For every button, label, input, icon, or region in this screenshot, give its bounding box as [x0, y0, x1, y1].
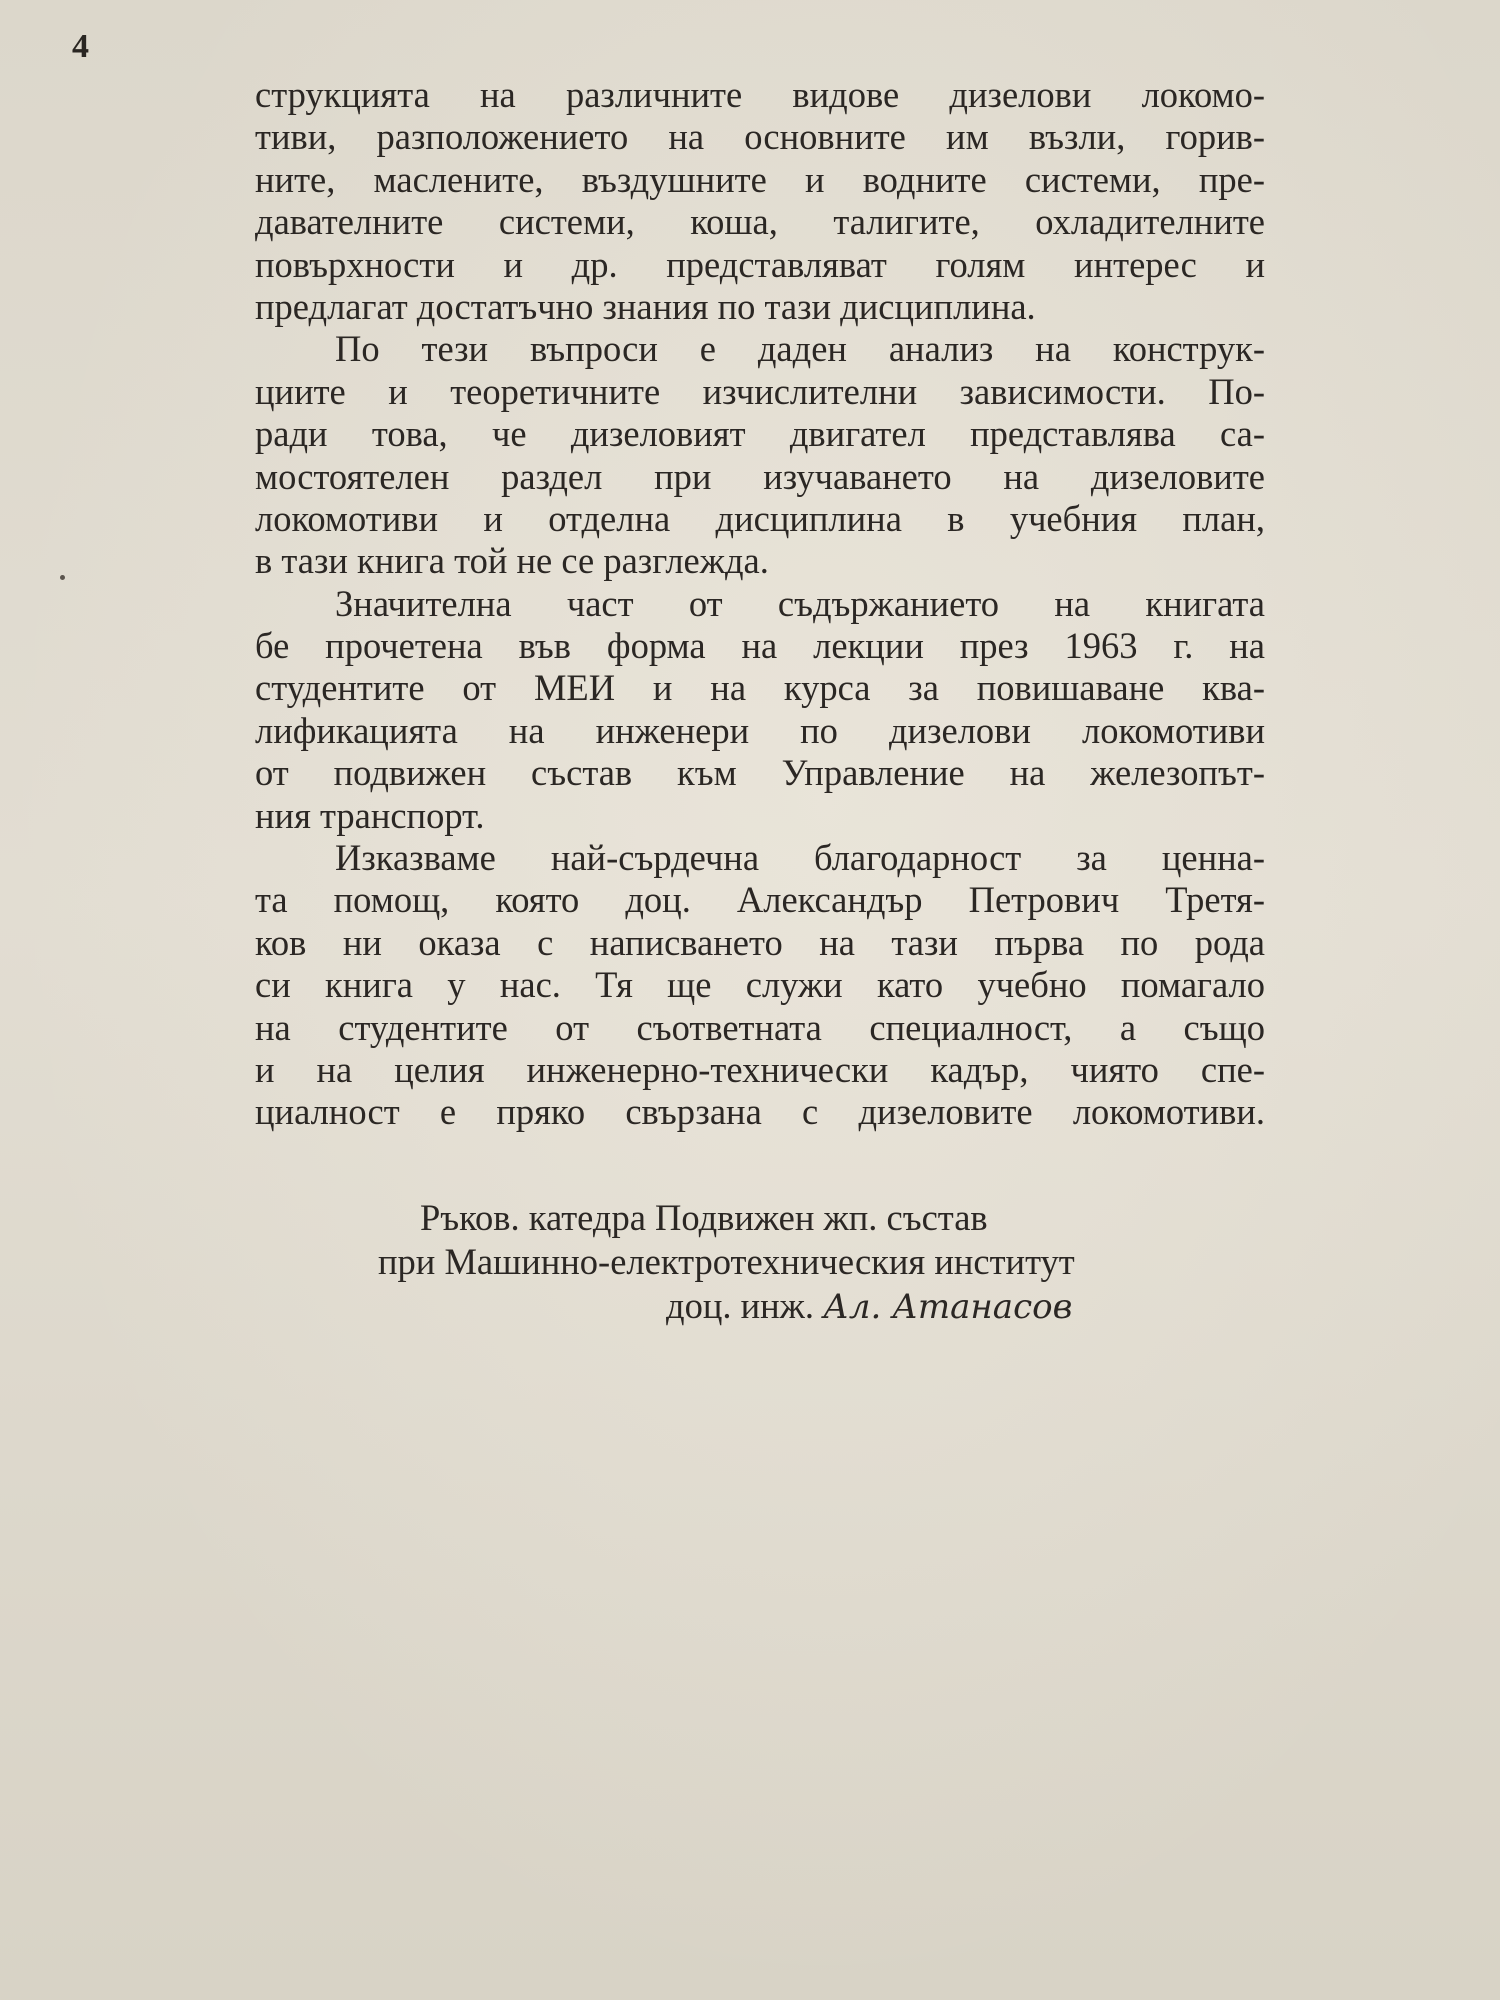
ink-speck	[60, 575, 65, 580]
text-line: ков ни оказа с написването на тази първа по рода	[255, 921, 1265, 963]
signature-name: Ал. Атанасов	[823, 1287, 1073, 1327]
text-line: ния транспорт.	[255, 794, 485, 836]
text-line: циите и теоретичните изчислителни зависимости. По-	[255, 370, 1265, 412]
paragraph-2	[255, 328, 1265, 582]
text-line: от подвижен състав към Управление на железопът-	[255, 752, 1265, 794]
body-text	[255, 74, 1265, 1134]
text-line: ните, маслените, въздушните и водните системи, пре-	[255, 158, 1265, 200]
text-line: циалност е пряко свързана с дизеловите локомотиви.	[255, 1091, 1265, 1133]
text-line: студентите от МЕИ и на курса за повишаване ква-	[255, 667, 1265, 709]
text-line: на студентите от съответната специалност, а също	[255, 1006, 1265, 1048]
signature-title: доц. инж.	[666, 1285, 815, 1326]
text-line: та помощ, която доц. Александър Петрович Третя-	[255, 879, 1265, 921]
text-line: бе прочетена във форма на лекции през 1963 г. на	[255, 625, 1265, 667]
signature-author-line	[666, 1284, 1072, 1329]
text-line: предлагат достатъчно знания по тази дисциплина.	[255, 285, 1036, 327]
text-line: лификацията на инженери по дизелови локомотиви	[255, 709, 1265, 751]
signature-department: Ръков. катедра Подвижен жп. състав	[420, 1197, 988, 1238]
paragraph-4	[255, 837, 1265, 1134]
page-number: 4	[72, 28, 89, 65]
text-line: По тези въпроси е даден анализ на конструк-	[335, 328, 1265, 370]
text-line: мостоятелен раздел при изучаването на дизеловите	[255, 455, 1265, 497]
text-line: си книга у нас. Тя ще служи като учебно помагало	[255, 964, 1265, 1006]
text-line: в тази книга той не се разглежда.	[255, 540, 769, 582]
signature-institute: при Машинно-електротехническия институт	[378, 1241, 1075, 1282]
paragraph-3	[255, 583, 1265, 837]
text-line: ради това, че дизеловият двигател представлява са-	[255, 413, 1265, 455]
text-line: Изказваме най-сърдечна благодарност за ценна-	[335, 837, 1265, 879]
text-line: локомотиви и отделна дисциплина в учебния план,	[255, 497, 1265, 539]
text-line: Значителна част от съдържанието на книгата	[335, 582, 1265, 624]
text-line: повърхности и др. представляват голям интерес и	[255, 243, 1265, 285]
paragraph-1	[255, 74, 1265, 328]
text-line: и на целия инженерно-технически кадър, чиято спе-	[255, 1048, 1265, 1090]
text-line: струкцията на различните видове дизелови локомо-	[255, 74, 1265, 115]
text-line: давателните системи, коша, талигите, охладителните	[255, 201, 1265, 243]
text-line: тиви, разположението на основните им възли, горив-	[255, 116, 1265, 158]
